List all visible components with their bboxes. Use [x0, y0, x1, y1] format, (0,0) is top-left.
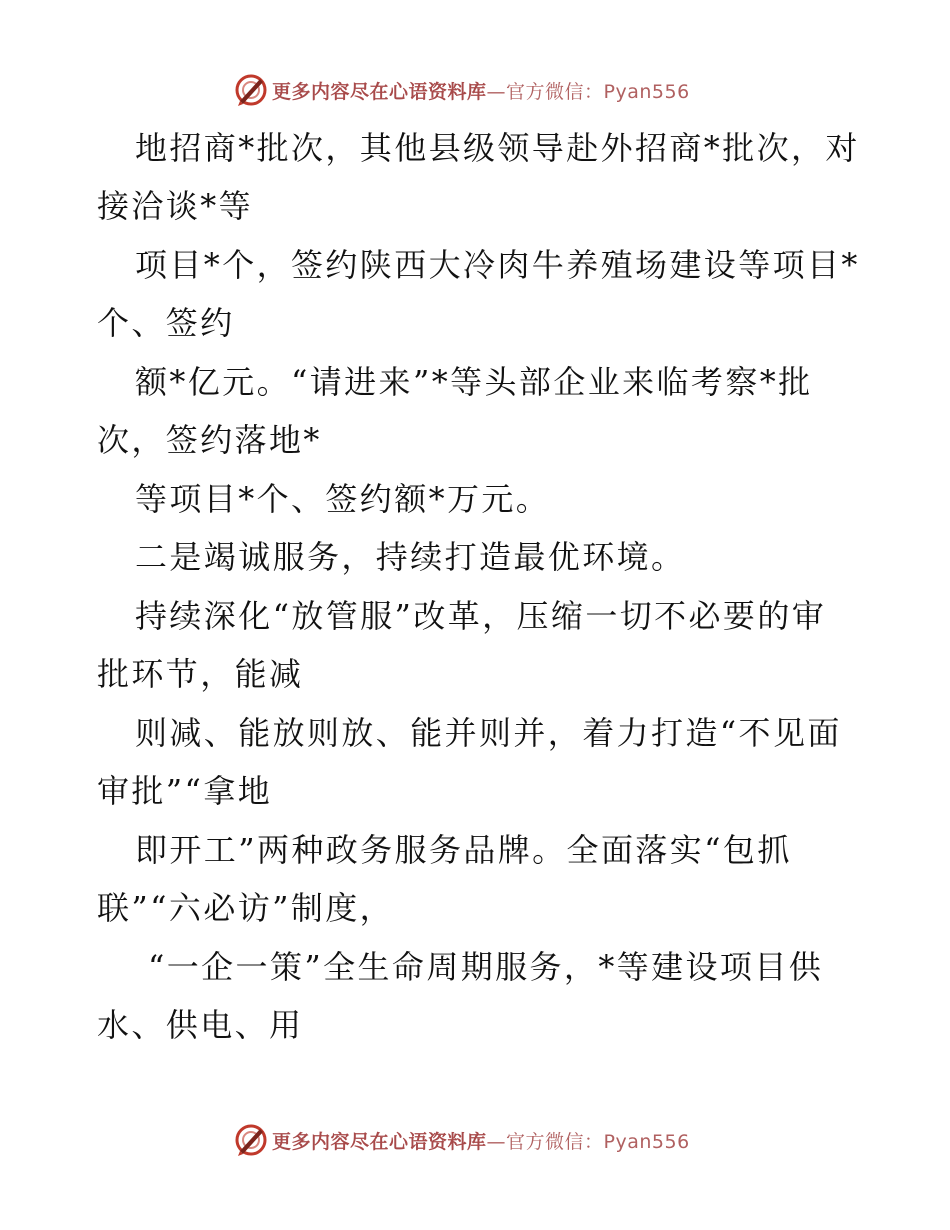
text-line: 地招商*批次，其他县级领导赴外招商*批次，对: [135, 129, 860, 167]
text-line: 联”“六必访”制度，: [97, 889, 395, 927]
footer-banner: [234, 1122, 690, 1158]
text-line: 审批”“拿地: [97, 772, 273, 810]
text-line: 等项目*个、签约额*万元。: [135, 480, 551, 518]
text-line: 持续深化“放管服”改革，压缩一切不必要的审: [135, 597, 827, 635]
text-line: 则减、能放则放、能并则并，着力打造“不见面: [135, 714, 842, 752]
banner-site-name: 更多内容尽在心语资料库: [272, 1130, 487, 1153]
text-line: 接洽谈*等: [97, 187, 254, 225]
pen-logo-icon: [234, 73, 268, 107]
banner-separator: —: [486, 80, 507, 103]
text-line: 个、签约: [97, 304, 235, 342]
banner-site-name: 更多内容尽在心语资料库: [272, 80, 487, 103]
banner-separator: —: [486, 1130, 507, 1153]
banner-wechat: 官方微信：Pyan556: [506, 1130, 690, 1153]
banner-wechat: 官方微信：Pyan556: [506, 80, 690, 103]
text-line: 即开工”两种政务服务品牌。全面落实“包抓: [135, 831, 792, 869]
text-line: “一企一策”全生命周期服务，*等建设项目供: [148, 948, 824, 986]
text-line: 二是竭诚服务，持续打造最优环境。: [135, 538, 686, 576]
text-line: 次，签约落地*: [97, 421, 322, 459]
pen-logo-icon: [234, 1123, 268, 1157]
text-line: 项目*个，签约陕西大冷肉牛养殖场建设等项目*: [135, 246, 860, 284]
header-banner: [234, 72, 690, 108]
text-line: 额*亿元。“请进来”*等头部企业来临考察*批: [135, 363, 813, 401]
text-line: 水、供电、用: [97, 1006, 304, 1044]
text-line: 批环节，能减: [97, 655, 304, 693]
